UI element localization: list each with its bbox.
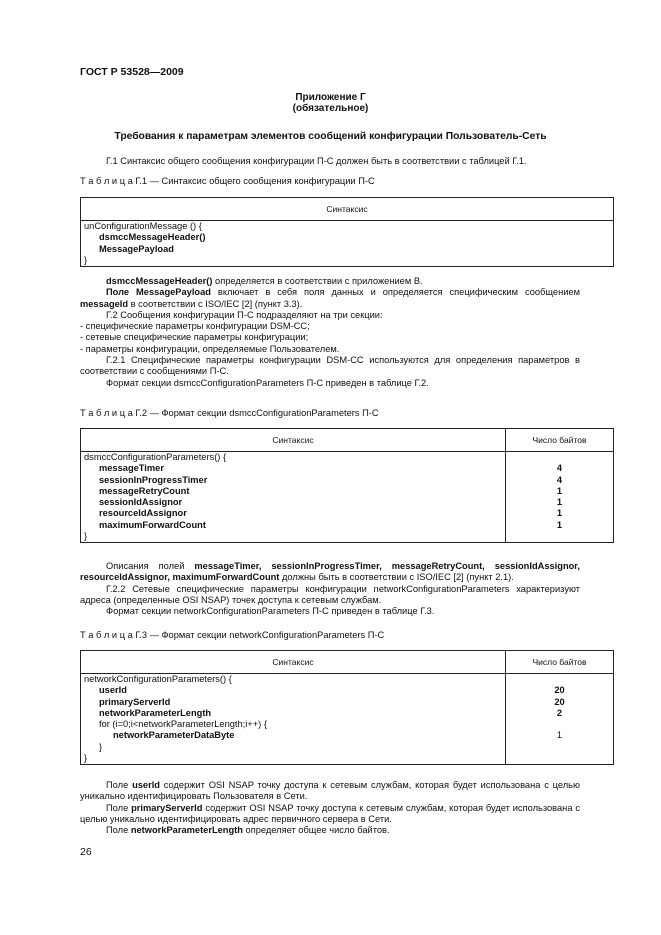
bold-term: messageId xyxy=(80,298,129,309)
code-line: } xyxy=(84,753,88,764)
field-name: sessionInProgressTimer xyxy=(99,474,208,485)
code-line: networkConfigurationParameters() { xyxy=(84,674,232,684)
appendix-title: Приложение Г xyxy=(295,92,366,103)
text: содержит OSI NSAP точку доступа к сетевым службам, которая будет использована с целью уникально идентифицировать адрес первичного сервера в Сети. xyxy=(80,802,581,824)
paragraph xyxy=(80,561,580,584)
text-block-2 xyxy=(80,561,580,617)
byte-count: 1 xyxy=(556,485,563,496)
bold-term: messageTimer, sessionInProgressTimer, messageRetryCount, sessionIdAssignor, resourceIdAssignor, maximumForwardCount xyxy=(80,561,580,583)
byte-count: 1 xyxy=(556,730,563,741)
table-3-header-syntax: Синтаксис xyxy=(81,651,506,674)
table-2-bytes-cell xyxy=(506,452,614,543)
text: Поле xyxy=(106,802,132,813)
paragraph xyxy=(80,276,580,287)
table-3-header-bytes: Число байтов xyxy=(506,651,614,674)
text: содержит OSI NSAP точку доступа к сетевым службам, которая будет использована с целью уникально идентифицировать Пользователя в Сети. xyxy=(80,780,580,802)
code-line: dsmccMessageHeader() xyxy=(99,232,206,243)
paragraph: Формат секции networkConfigurationParameters П-С приведен в таблице Г.3. xyxy=(106,606,435,617)
field-name: networkParameterLength xyxy=(99,707,212,718)
byte-count: 1 xyxy=(556,519,563,530)
code-line: } xyxy=(84,531,88,542)
code-line: unConfigurationMessage () { xyxy=(84,221,202,231)
code-line: } xyxy=(84,254,88,265)
code-line: } xyxy=(99,741,103,752)
byte-count: 2 xyxy=(556,707,563,718)
bold-term: Поле MessagePayload xyxy=(106,287,211,298)
text-block-1 xyxy=(80,276,580,389)
list-item: - специфические параметры конфигурации DSM-CC; xyxy=(80,321,310,332)
text: Поле xyxy=(106,780,133,790)
text: должны быть в соответствии с ISO/IEC [2] (пункт 2.1). xyxy=(279,572,514,583)
text: Описания полей xyxy=(106,561,195,571)
intro-paragraph: Г.1 Синтаксис общего сообщения конфигурации П-С должен быть в соответствии с таблицей Г.1. xyxy=(106,156,527,166)
table-2-header-syntax: Синтаксис xyxy=(81,429,506,452)
byte-count: 4 xyxy=(556,474,563,485)
code-line: for (i=0;i<networkParameterLength;i++) { xyxy=(99,719,267,730)
list-item: - параметры конфигурации, определяемые Пользователем. xyxy=(80,343,340,354)
table-1-header: Синтаксис xyxy=(81,198,614,221)
table-2-caption: Т а б л и ц а Г.2 — Формат секции dsmccConfigurationParameters П-С xyxy=(80,408,379,418)
table-3-syntax-cell xyxy=(81,674,506,765)
section-title: Требования к параметрам элементов сообщений конфигурации Пользователь-Сеть xyxy=(114,131,547,142)
table-2 xyxy=(80,428,614,543)
text: Поле xyxy=(106,825,131,836)
byte-count: 1 xyxy=(556,508,563,519)
field-name: maximumForwardCount xyxy=(99,519,206,530)
paragraph: Г.2.1 Специфические параметры конфигурации DSM-CC используются для определения параметров в соответствии с сообщениями П-С. xyxy=(80,355,580,377)
byte-count: 20 xyxy=(554,696,565,707)
text-block-3 xyxy=(80,780,580,836)
field-name: sessionIdAssignor xyxy=(99,497,183,508)
text: определяется в соответствии с приложением В. xyxy=(212,276,423,286)
field-name: networkParameterDataByte xyxy=(113,730,235,741)
byte-count: 4 xyxy=(556,463,563,474)
byte-count: 1 xyxy=(556,497,563,508)
text: включает в себя поля данных и определяется специфическим сообщением xyxy=(210,287,580,298)
bold-term: primaryServerId xyxy=(131,802,203,813)
table-3-caption: Т а б л и ц а Г.3 — Формат секции networkConfigurationParameters П-С xyxy=(80,630,385,640)
field-name: userId xyxy=(99,685,127,696)
table-3-bytes-cell xyxy=(506,674,614,765)
field-name: messageRetryCount xyxy=(99,485,190,496)
field-name: resourceIdAssignor xyxy=(99,508,187,519)
paragraph xyxy=(80,803,580,826)
text: определяет общее число байтов. xyxy=(242,825,390,836)
code-line: MessagePayload xyxy=(99,243,174,254)
paragraph xyxy=(80,825,580,836)
paragraph: Г.2 Сообщения конфигурации П-С подразделяют на три секции: xyxy=(106,309,383,320)
table-3 xyxy=(80,650,614,765)
document-id: ГОСТ Р 53528—2009 xyxy=(80,66,184,78)
bold-term: userId xyxy=(132,780,160,790)
table-2-header-bytes: Число байтов xyxy=(506,429,614,452)
byte-count: 20 xyxy=(554,685,565,696)
field-name: messageTimer xyxy=(99,463,164,474)
page-number: 26 xyxy=(80,846,92,858)
appendix-subtitle: (обязательное) xyxy=(292,103,369,114)
bold-term: networkParameterLength xyxy=(130,825,243,836)
table-1 xyxy=(80,197,614,267)
list-item: - сетевые специфические параметры конфигурации; xyxy=(80,332,309,343)
paragraph xyxy=(80,287,580,310)
text: в соответствии с ISO/IEC [2] (пункт 3.3). xyxy=(128,298,303,309)
field-name: primaryServerId xyxy=(99,696,171,707)
bold-term: dsmccMessageHeader() xyxy=(106,276,213,286)
paragraph: Г.2.2 Сетевые специфические параметры конфигурации networkConfigurationParameters характеризуют адреса (определенные OSI NSAP) точек доступа к сетевым службам. xyxy=(80,583,580,605)
table-1-caption: Т а б л и ц а Г.1 — Синтаксис общего сообщения конфигурации П-С xyxy=(80,176,375,186)
table-1-body xyxy=(81,221,614,267)
code-line: dsmccConfigurationParameters() { xyxy=(84,452,227,462)
paragraph: Формат секции dsmccConfigurationParameters П-С приведен в таблице Г.2. xyxy=(106,377,429,388)
table-2-syntax-cell xyxy=(81,452,506,543)
paragraph xyxy=(80,780,580,803)
